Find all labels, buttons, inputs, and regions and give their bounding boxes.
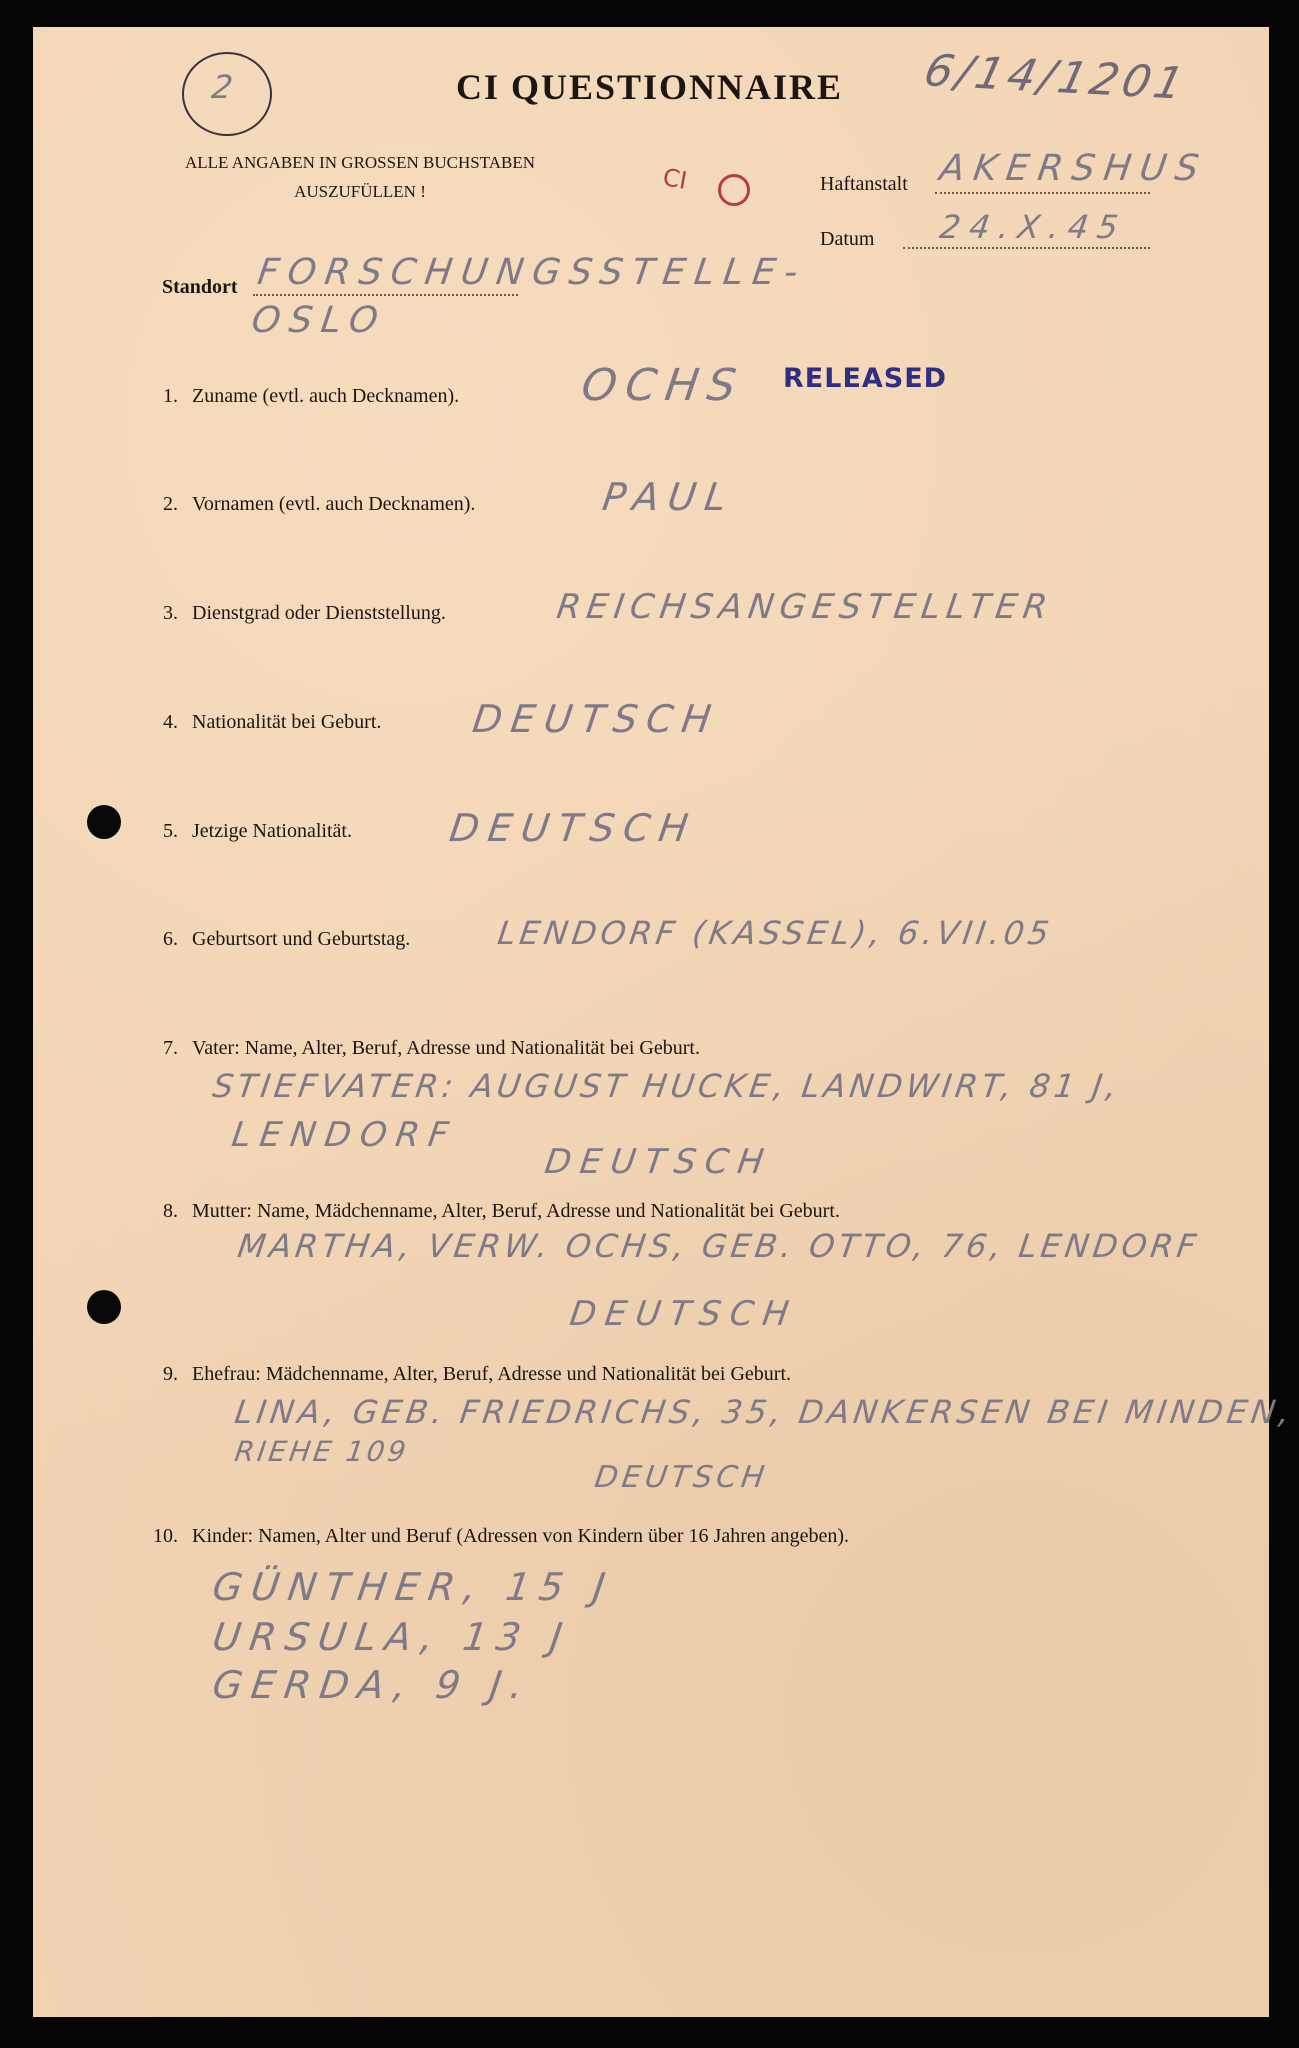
reference-number: 6/14/1201 <box>919 45 1193 110</box>
datum-value: 24.X.45 <box>937 208 1130 246</box>
punch-hole-bottom <box>87 1290 121 1324</box>
instruction-line-1: ALLE ANGABEN IN GROSSEN BUCHSTABEN <box>185 153 535 172</box>
questionnaire-page <box>33 27 1269 2017</box>
item-2-answer: PAUL <box>599 475 739 519</box>
circled-number-value: 2 <box>209 68 236 106</box>
item-8-label: 8. Mutter: Name, Mädchenname, Alter, Beruf, Adresse und Nationalität bei Geburt. <box>163 1200 840 1222</box>
haftanstalt-line <box>935 192 1150 194</box>
item-1-answer: OCHS <box>578 360 748 411</box>
datum-line <box>903 247 1150 249</box>
item-9-answer-line-1: LINA, GEB. FRIEDRICHS, 35, DANKERSEN BEI MINDEN, <box>232 1393 1297 1431</box>
datum-label: Datum <box>820 228 875 250</box>
item-5-answer: DEUTSCH <box>446 806 700 850</box>
item-10-answer-line-2: URSULA, 13 J <box>209 1615 574 1659</box>
item-6-answer: LENDORF (KASSEL), 6.VII.05 <box>495 914 1056 952</box>
item-8-answer-line-1: MARTHA, VERW. OCHS, GEB. OTTO, 76, LENDORF <box>235 1227 1203 1265</box>
item-2-label: 2. Vornamen (evtl. auch Decknamen). <box>163 493 476 515</box>
punch-hole-top <box>87 805 121 839</box>
item-7-answer-line-2: LENDORF <box>229 1115 460 1155</box>
item-5-label: 5. Jetzige Nationalität. <box>163 820 352 842</box>
item-8-answer-line-2: DEUTSCH <box>567 1294 801 1334</box>
standort-line <box>253 294 518 296</box>
item-10-label: 10. Kinder: Namen, Alter und Beruf (Adressen von Kindern über 16 Jahren angeben). <box>153 1525 850 1547</box>
item-9-label: 9. Ehefrau: Mädchenname, Alter, Beruf, Adresse und Nationalität bei Geburt. <box>163 1363 792 1385</box>
released-stamp: RELEASED <box>783 363 948 394</box>
item-6-label: 6. Geburtsort und Geburtstag. <box>163 928 411 950</box>
page-title: CI QUESTIONNAIRE <box>455 67 844 107</box>
item-7-answer-line-1: STIEFVATER: AUGUST HUCKE, LANDWIRT, 81 J, <box>210 1067 1123 1105</box>
item-10-answer-line-1: GÜNTHER, 15 J <box>209 1565 617 1609</box>
standort-value-line-1: FORSCHUNGSSTELLE- <box>255 252 810 293</box>
item-4-answer: DEUTSCH <box>469 697 723 741</box>
standort-value-line-2: OSLO <box>249 300 390 341</box>
item-9-answer-line-2: RIEHE 109 <box>232 1435 411 1468</box>
item-10-answer-line-3: GERDA, 9 J. <box>209 1663 535 1707</box>
item-9-answer-line-3: DEUTSCH <box>592 1460 771 1495</box>
haftanstalt-value: AKERSHUS <box>937 148 1211 189</box>
item-4-label: 4. Nationalität bei Geburt. <box>163 711 382 733</box>
standort-label: Standort <box>162 276 238 298</box>
item-3-answer: REICHSANGESTELLTER <box>554 587 1056 627</box>
instructions <box>130 148 590 206</box>
instruction-line-2: AUSZUFÜLLEN ! <box>294 182 426 201</box>
item-7-label: 7. Vater: Name, Alter, Beruf, Adresse und Nationalität bei Geburt. <box>163 1037 700 1059</box>
item-1-label: 1. Zuname (evtl. auch Decknamen). <box>163 385 460 407</box>
item-7-answer-line-3: DEUTSCH <box>542 1142 776 1182</box>
item-3-label: 3. Dienstgrad oder Dienststellung. <box>163 602 446 624</box>
haftanstalt-label: Haftanstalt <box>820 173 908 195</box>
red-ci-mark: CI <box>660 163 690 195</box>
red-stamp-mark <box>718 174 750 206</box>
